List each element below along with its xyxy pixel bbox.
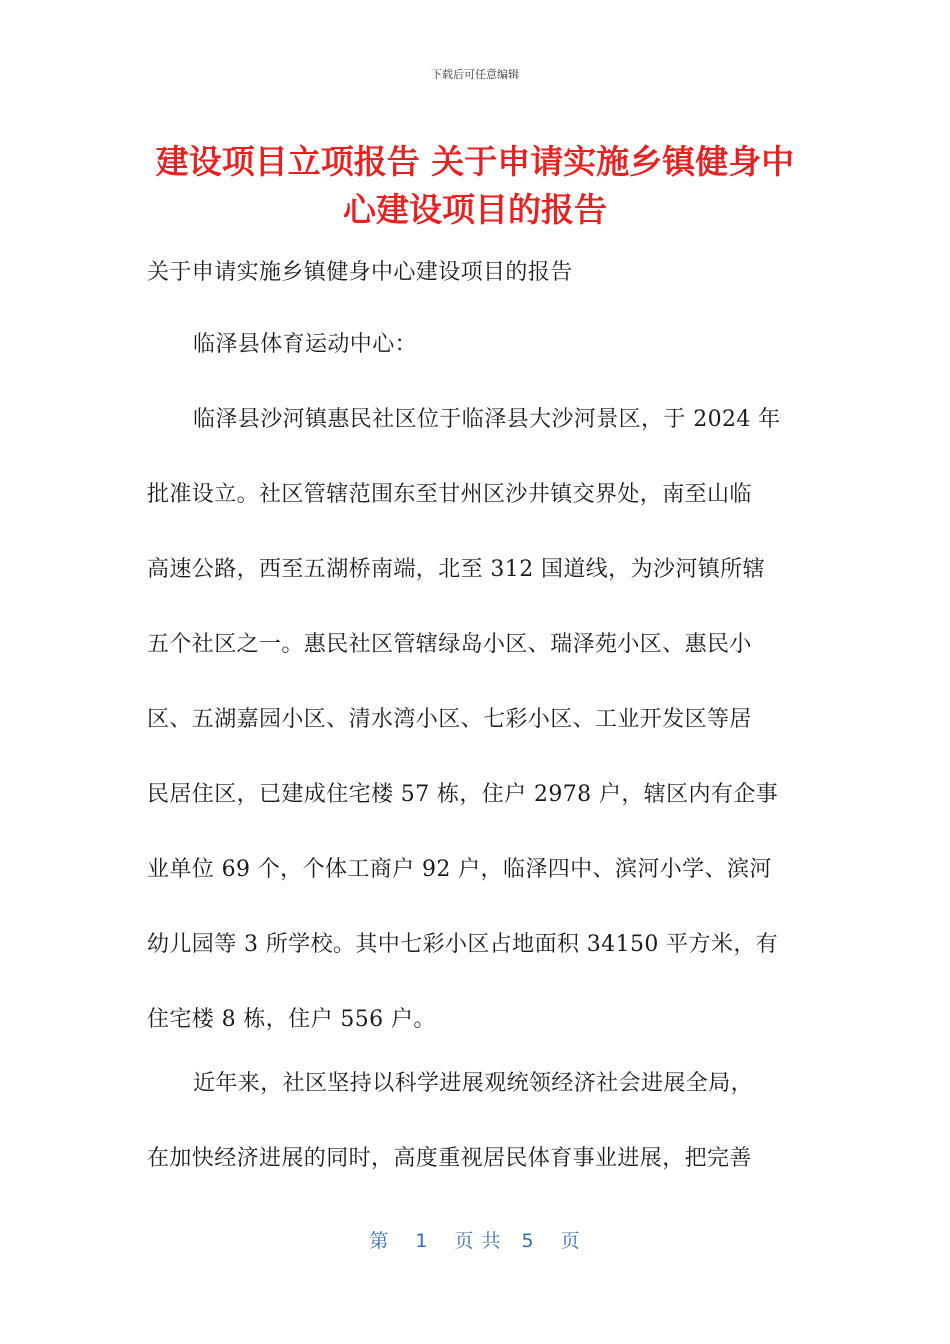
paragraph-line: 高速公路，西至五湖桥南端，北至 312 国道线，为沙河镇所辖 <box>147 557 765 582</box>
paragraph-line: 区、五湖嘉园小区、清水湾小区、七彩小区、工业开发区等居 <box>147 707 752 732</box>
title-line-2: 心建设项目的报告 <box>343 190 607 229</box>
footer-total-pages: 5 <box>521 1230 535 1252</box>
page-footer <box>0 1226 950 1253</box>
paragraph-1 <box>147 382 807 1057</box>
salutation: 临泽县体育运动中心： <box>193 332 418 357</box>
title-line-1: 建设项目立项报告 关于申请实施乡镇健身中 <box>155 142 795 181</box>
paragraph-line: 五个社区之一。惠民社区管辖绿岛小区、瑞泽苑小区、惠民小 <box>147 632 752 657</box>
paragraph-line: 批准设立。社区管辖范围东至甘州区沙井镇交界处，南至山临 <box>147 482 752 507</box>
footer-suffix: 页 <box>560 1230 581 1252</box>
document-subtitle: 关于申请实施乡镇健身中心建设项目的报告 <box>147 260 573 285</box>
paragraph-line: 在加快经济进展的同时，高度重视居民体育事业进展，把完善 <box>147 1146 752 1171</box>
document-title <box>100 138 850 234</box>
footer-middle: 页 共 <box>454 1230 502 1252</box>
paragraph-line: 临泽县沙河镇惠民社区位于临泽县大沙河景区，于 2024 年 <box>193 407 781 432</box>
footer-current-page: 1 <box>415 1230 429 1252</box>
paragraph-2 <box>147 1046 807 1196</box>
paragraph-line: 民居住区，已建成住宅楼 57 栋，住户 2978 户，辖区内有企事 <box>147 782 779 807</box>
paragraph-line: 近年来，社区坚持以科学进展观统领经济社会进展全局， <box>193 1071 754 1096</box>
paragraph-line: 住宅楼 8 栋，住户 556 户。 <box>147 1007 436 1032</box>
page-header-note: 下载后可任意编辑 <box>431 68 519 81</box>
footer-prefix: 第 <box>369 1230 390 1252</box>
paragraph-line: 业单位 69 个，个体工商户 92 户，临泽四中、滨河小学、滨河 <box>147 857 772 882</box>
paragraph-line: 幼儿园等 3 所学校。其中七彩小区占地面积 34150 平方米，有 <box>147 932 779 957</box>
